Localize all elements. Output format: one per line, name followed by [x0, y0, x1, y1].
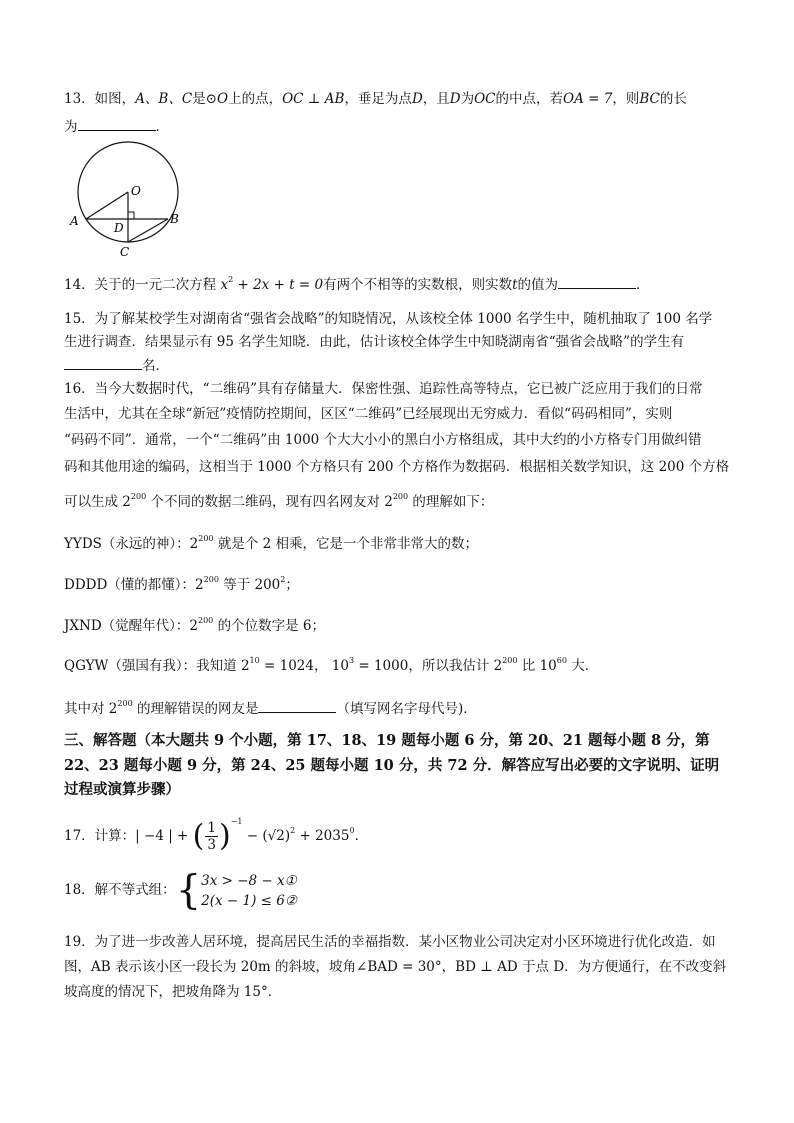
chord-bc: [128, 219, 168, 242]
q17-text: ．: [354, 828, 369, 844]
radius-oa: [86, 192, 128, 219]
q16-exponent: 200: [203, 575, 219, 584]
q13-point-d: D: [449, 91, 461, 107]
q13-perpendicular: OC ⊥ AB: [282, 91, 345, 107]
q17-numerator: 1: [207, 820, 216, 836]
q16-text: 的个位数字是 6；: [213, 618, 325, 634]
q16-exponent: 2: [280, 575, 286, 584]
q16-text: 等于 200: [218, 577, 281, 593]
q13-line-2: [64, 116, 169, 137]
q16-exponent: 60: [556, 656, 567, 665]
q19-line-1: 19．为了进一步改善人居环境，提高居民生活的幸福指数．某小区物业公司决定对小区环境进行优化改造．如: [64, 934, 716, 950]
q13-text: 为: [64, 119, 78, 135]
q13-points: A、B、C: [135, 91, 193, 107]
q16-line-2: 生活中，尤其在全球“新冠”疫情防控期间，区区“二维码”已经展现出无穷威力．看似“码码相同”，实则: [64, 406, 673, 422]
q17-denominator: 3: [207, 837, 216, 853]
q14-equation-x: x: [220, 277, 229, 293]
q16-exponent: 200: [502, 656, 518, 665]
q14-text: ．: [636, 277, 650, 293]
q16-text: 大．: [566, 658, 599, 674]
q14-text: 14．关于的一元二次方程: [64, 277, 221, 293]
q15-text: 名．: [142, 358, 169, 374]
q16-answer-blank[interactable]: [258, 698, 336, 713]
q16-text: = 1000，所以我估计 2: [354, 658, 503, 674]
q16-text: YYDS（永远的神）：2: [64, 536, 199, 552]
section3-heading-line-2: 22、23 题每小题 9 分，第 24、25 题每小题 10 分，共 72 分．解答应写出必要的文字说明、证明: [64, 757, 720, 774]
q16-exponent: 10: [249, 656, 260, 665]
q14-variable-t: t: [512, 277, 518, 293]
q14-text: 有两个不相等的实数根，则实数: [323, 277, 513, 293]
q18-text: 18．解不等式组：: [64, 882, 176, 898]
q13-segment-oc: OC: [474, 91, 496, 107]
section3-heading-line-3: 过程或演算步骤）: [64, 781, 180, 798]
label-c: C: [120, 245, 130, 259]
q18-inequality-2: 2(x − 1) ≤ 6②: [201, 892, 297, 909]
q19-line-2: 图，AB 表示该小区一段长为 20m 的斜坡，坡角∠BAD = 30°，BD ⊥ AD 于点 D．为方便通行，在不改变斜: [64, 959, 727, 975]
q13-text: 为: [460, 91, 475, 107]
q14-text: 的值为: [517, 277, 559, 293]
q16-opinion-yyds: [64, 534, 478, 554]
q13-point-d: D: [411, 91, 423, 107]
q16-text: （填写网名字母代号)．: [336, 701, 477, 717]
q16-text: = 1024， 10: [259, 658, 349, 674]
q16-text: 比 10: [517, 658, 557, 674]
q13-circle-figure: [68, 140, 188, 262]
q15-answer-blank[interactable]: [64, 355, 142, 370]
q18-line: [64, 868, 297, 913]
q17-exponent: 2: [290, 826, 296, 835]
q16-exponent: 200: [130, 492, 147, 501]
q14-exponent: 2: [228, 275, 234, 284]
q16-text: JXND（觉醒年代）：2: [64, 618, 198, 634]
q17-line: [64, 818, 368, 855]
q13-text: 的长: [659, 91, 687, 107]
q16-text: 就是个 2 相乘，它是一个非常非常大的数；: [213, 536, 478, 552]
q16-line-5: [64, 492, 493, 512]
q16-exponent: 200: [198, 616, 214, 625]
q16-exponent: 200: [198, 534, 214, 543]
q13-line-1: [64, 89, 687, 109]
q17-text: − (√2): [242, 828, 291, 844]
q18-inequality-1: 3x > −8 − x①: [201, 872, 297, 889]
q16-opinion-qgyw: [64, 656, 598, 676]
q13-text: ，且: [422, 91, 450, 107]
q16-text: ；: [285, 577, 299, 593]
q16-text: 其中对 2: [64, 701, 118, 717]
q16-text: 的理解如下：: [408, 494, 494, 510]
q14-line: [64, 274, 650, 295]
q13-segment-bc: BC: [639, 91, 660, 107]
q17-exponent: 0: [349, 826, 355, 835]
q16-opinion-jxnd: [64, 616, 325, 636]
q17-fraction: [205, 820, 218, 853]
label-d: D: [114, 221, 124, 235]
q16-line-1: 16．当今大数据时代，“二维码”具有存储量大．保密性强、追踪性高等特点，它已被广泛应用于我们的日常: [64, 381, 703, 397]
q14-answer-blank[interactable]: [558, 274, 636, 289]
q16-text: 可以生成 2: [64, 494, 131, 510]
q13-text: ．: [155, 119, 169, 135]
label-o: O: [131, 184, 141, 198]
right-angle-mark: [128, 212, 134, 219]
q18-brace: {: [175, 867, 202, 914]
q17-paren-close: ): [218, 818, 231, 854]
q16-exponent: 3: [348, 656, 355, 665]
q16-opinion-dddd: [64, 575, 299, 595]
q13-text: ，垂足为点: [344, 91, 412, 107]
q16-text: 的理解错误的网友是: [132, 701, 259, 717]
q18-system: [201, 871, 297, 911]
q16-text: DDDD（懂的都懂）：2: [64, 577, 204, 593]
q13-circle-center: O: [217, 91, 229, 107]
q16-exponent: 200: [392, 492, 409, 501]
q15-line-3: [64, 355, 169, 376]
label-a: A: [70, 214, 79, 228]
q17-paren-open: (: [192, 818, 205, 854]
label-b: B: [170, 212, 179, 226]
q16-text: 个不同的数据二维码，现有四名网友对 2: [146, 494, 393, 510]
q13-text: 13．如图，: [64, 91, 136, 107]
q16-question-line: [64, 698, 477, 719]
q15-line-2: 生进行调查．结果显示有 95 名学生知晓．由此，估计该校全体学生中知晓湖南省“强省会战略”的学生有: [64, 334, 685, 350]
q16-line-4: 码和其他用途的编码，这相当于 1000 个方格只有 200 个方格作为数据码．根据相关数学知识，这 200 个方格: [64, 459, 730, 475]
q13-text: 的中点，若: [495, 91, 563, 107]
section3-heading-line-1: 三、解答题（本大题共 9 个小题，第 17、18、19 题每小题 6 分，第 20、21 题每小题 8 分，第: [64, 732, 710, 749]
q17-exponent: −1: [230, 817, 243, 826]
q19-line-3: 坡高度的情况下，把坡角降为 15°．: [64, 984, 282, 1000]
q13-text: ，则: [612, 91, 640, 107]
q16-line-3: “码码不同”．通常，一个“二维码”由 1000 个大大小小的黑白小方格组成，其中大约的小方格专门用做纠错: [64, 432, 702, 448]
q17-text: + 2035: [295, 828, 350, 844]
q13-text: 是⊙: [192, 91, 217, 107]
q14-equation: + 2x + t = 0: [233, 277, 324, 293]
q16-exponent: 200: [117, 699, 133, 708]
q16-text: QGYW（强国有我）：我知道 2: [64, 658, 250, 674]
q13-oa-value: OA = 7: [563, 91, 613, 107]
q13-answer-blank[interactable]: [78, 116, 156, 131]
q15-line-1: 15．为了解某校学生对湖南省“强省会战略”的知晓情况，从该校全体 1000 名学生中，随机抽取了 100 名学: [64, 311, 713, 327]
q13-text: 上的点，: [228, 91, 283, 107]
q17-text: 17．计算：| −4 | +: [64, 828, 193, 844]
